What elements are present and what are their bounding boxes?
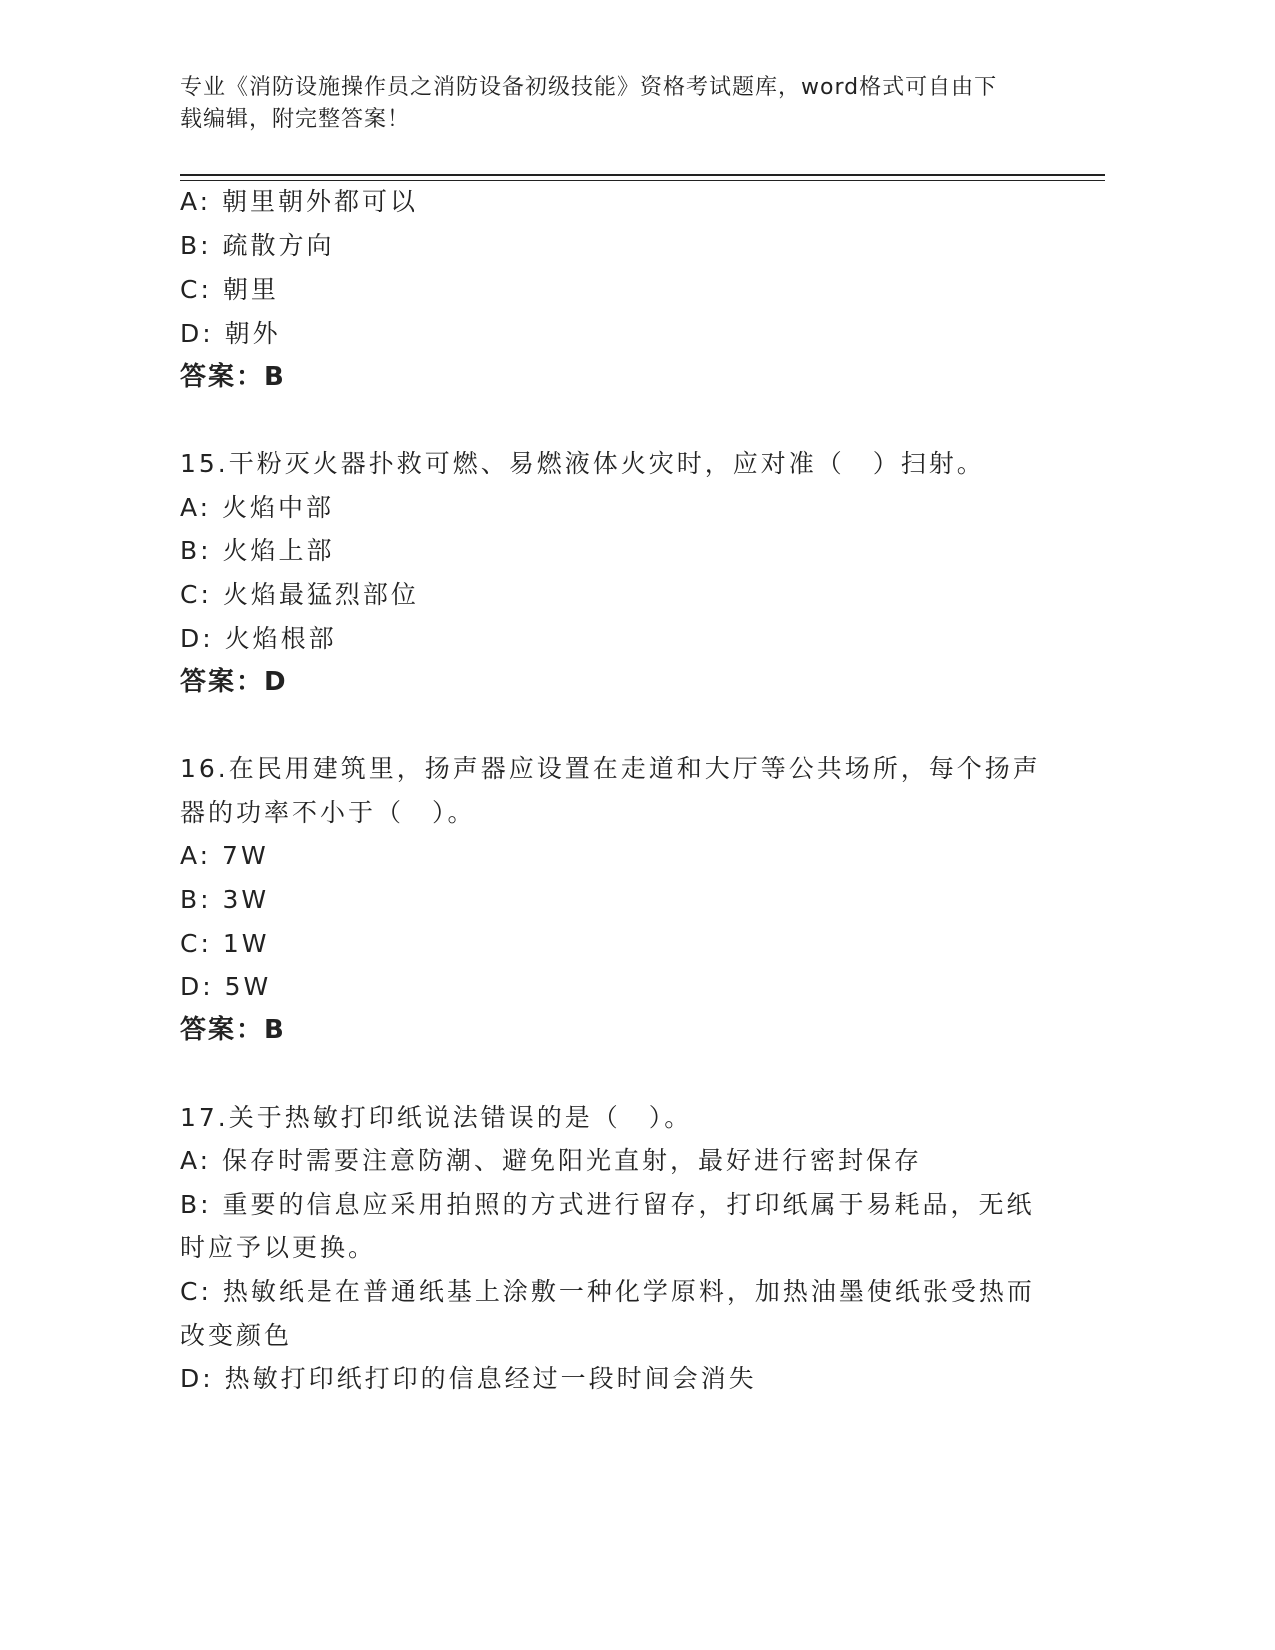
q14-option-d: D: 朝外 xyxy=(180,319,281,348)
q17-option-d: D: 热敏打印纸打印的信息经过一段时间会消失 xyxy=(180,1364,757,1393)
header-line-2: 载编辑，附完整答案！ xyxy=(180,107,411,132)
q16-stem-line-2: 器的功率不小于（ ）。 xyxy=(180,798,476,827)
q17-stem: 17.关于热敏打印纸说法错误的是（ ）。 xyxy=(180,1103,693,1132)
header-divider-thick xyxy=(180,174,1105,176)
q15-option-b: B: 火焰上部 xyxy=(180,536,335,565)
q14-option-c: C: 朝里 xyxy=(180,275,279,304)
q17-option-c-line-1: C: 热敏纸是在普通纸基上涂敷一种化学原料，加热油墨使纸张受热而 xyxy=(180,1277,1035,1306)
q17-option-c-line-2: 改变颜色 xyxy=(180,1321,293,1350)
q17-option-a: A: 保存时需要注意防潮、避免阳光直射，最好进行密封保存 xyxy=(180,1146,923,1175)
q16-option-b: B: 3W xyxy=(180,885,270,914)
q14-answer: 答案：B xyxy=(180,362,286,392)
q16-option-a: A: 7W xyxy=(180,841,269,870)
q14-option-a: A: 朝里朝外都可以 xyxy=(180,187,419,216)
header-line-1: 专业《消防设施操作员之消防设备初级技能》资格考试题库，word格式可自由下 xyxy=(180,75,998,100)
q15-stem: 15.干粉灭火器扑救可燃、易燃液体火灾时，应对准（ ）扫射。 xyxy=(180,449,985,478)
q15-option-c: C: 火焰最猛烈部位 xyxy=(180,580,419,609)
q16-option-c: C: 1W xyxy=(180,929,270,958)
q14-option-b: B: 疏散方向 xyxy=(180,231,335,260)
q15-option-a: A: 火焰中部 xyxy=(180,493,335,522)
q17-option-b-line-1: B: 重要的信息应采用拍照的方式进行留存，打印纸属于易耗品，无纸 xyxy=(180,1190,1035,1219)
q16-stem-line-1: 16.在民用建筑里，扬声器应设置在走道和大厅等公共场所，每个扬声 xyxy=(180,754,1041,783)
header-divider-thin xyxy=(180,180,1105,181)
q15-option-d: D: 火焰根部 xyxy=(180,624,337,653)
q15-answer: 答案：D xyxy=(180,667,288,697)
document-header xyxy=(180,72,1040,136)
q16-option-d: D: 5W xyxy=(180,972,272,1001)
q17-option-b-line-2: 时应予以更换。 xyxy=(180,1233,377,1262)
q16-answer: 答案：B xyxy=(180,1015,286,1045)
